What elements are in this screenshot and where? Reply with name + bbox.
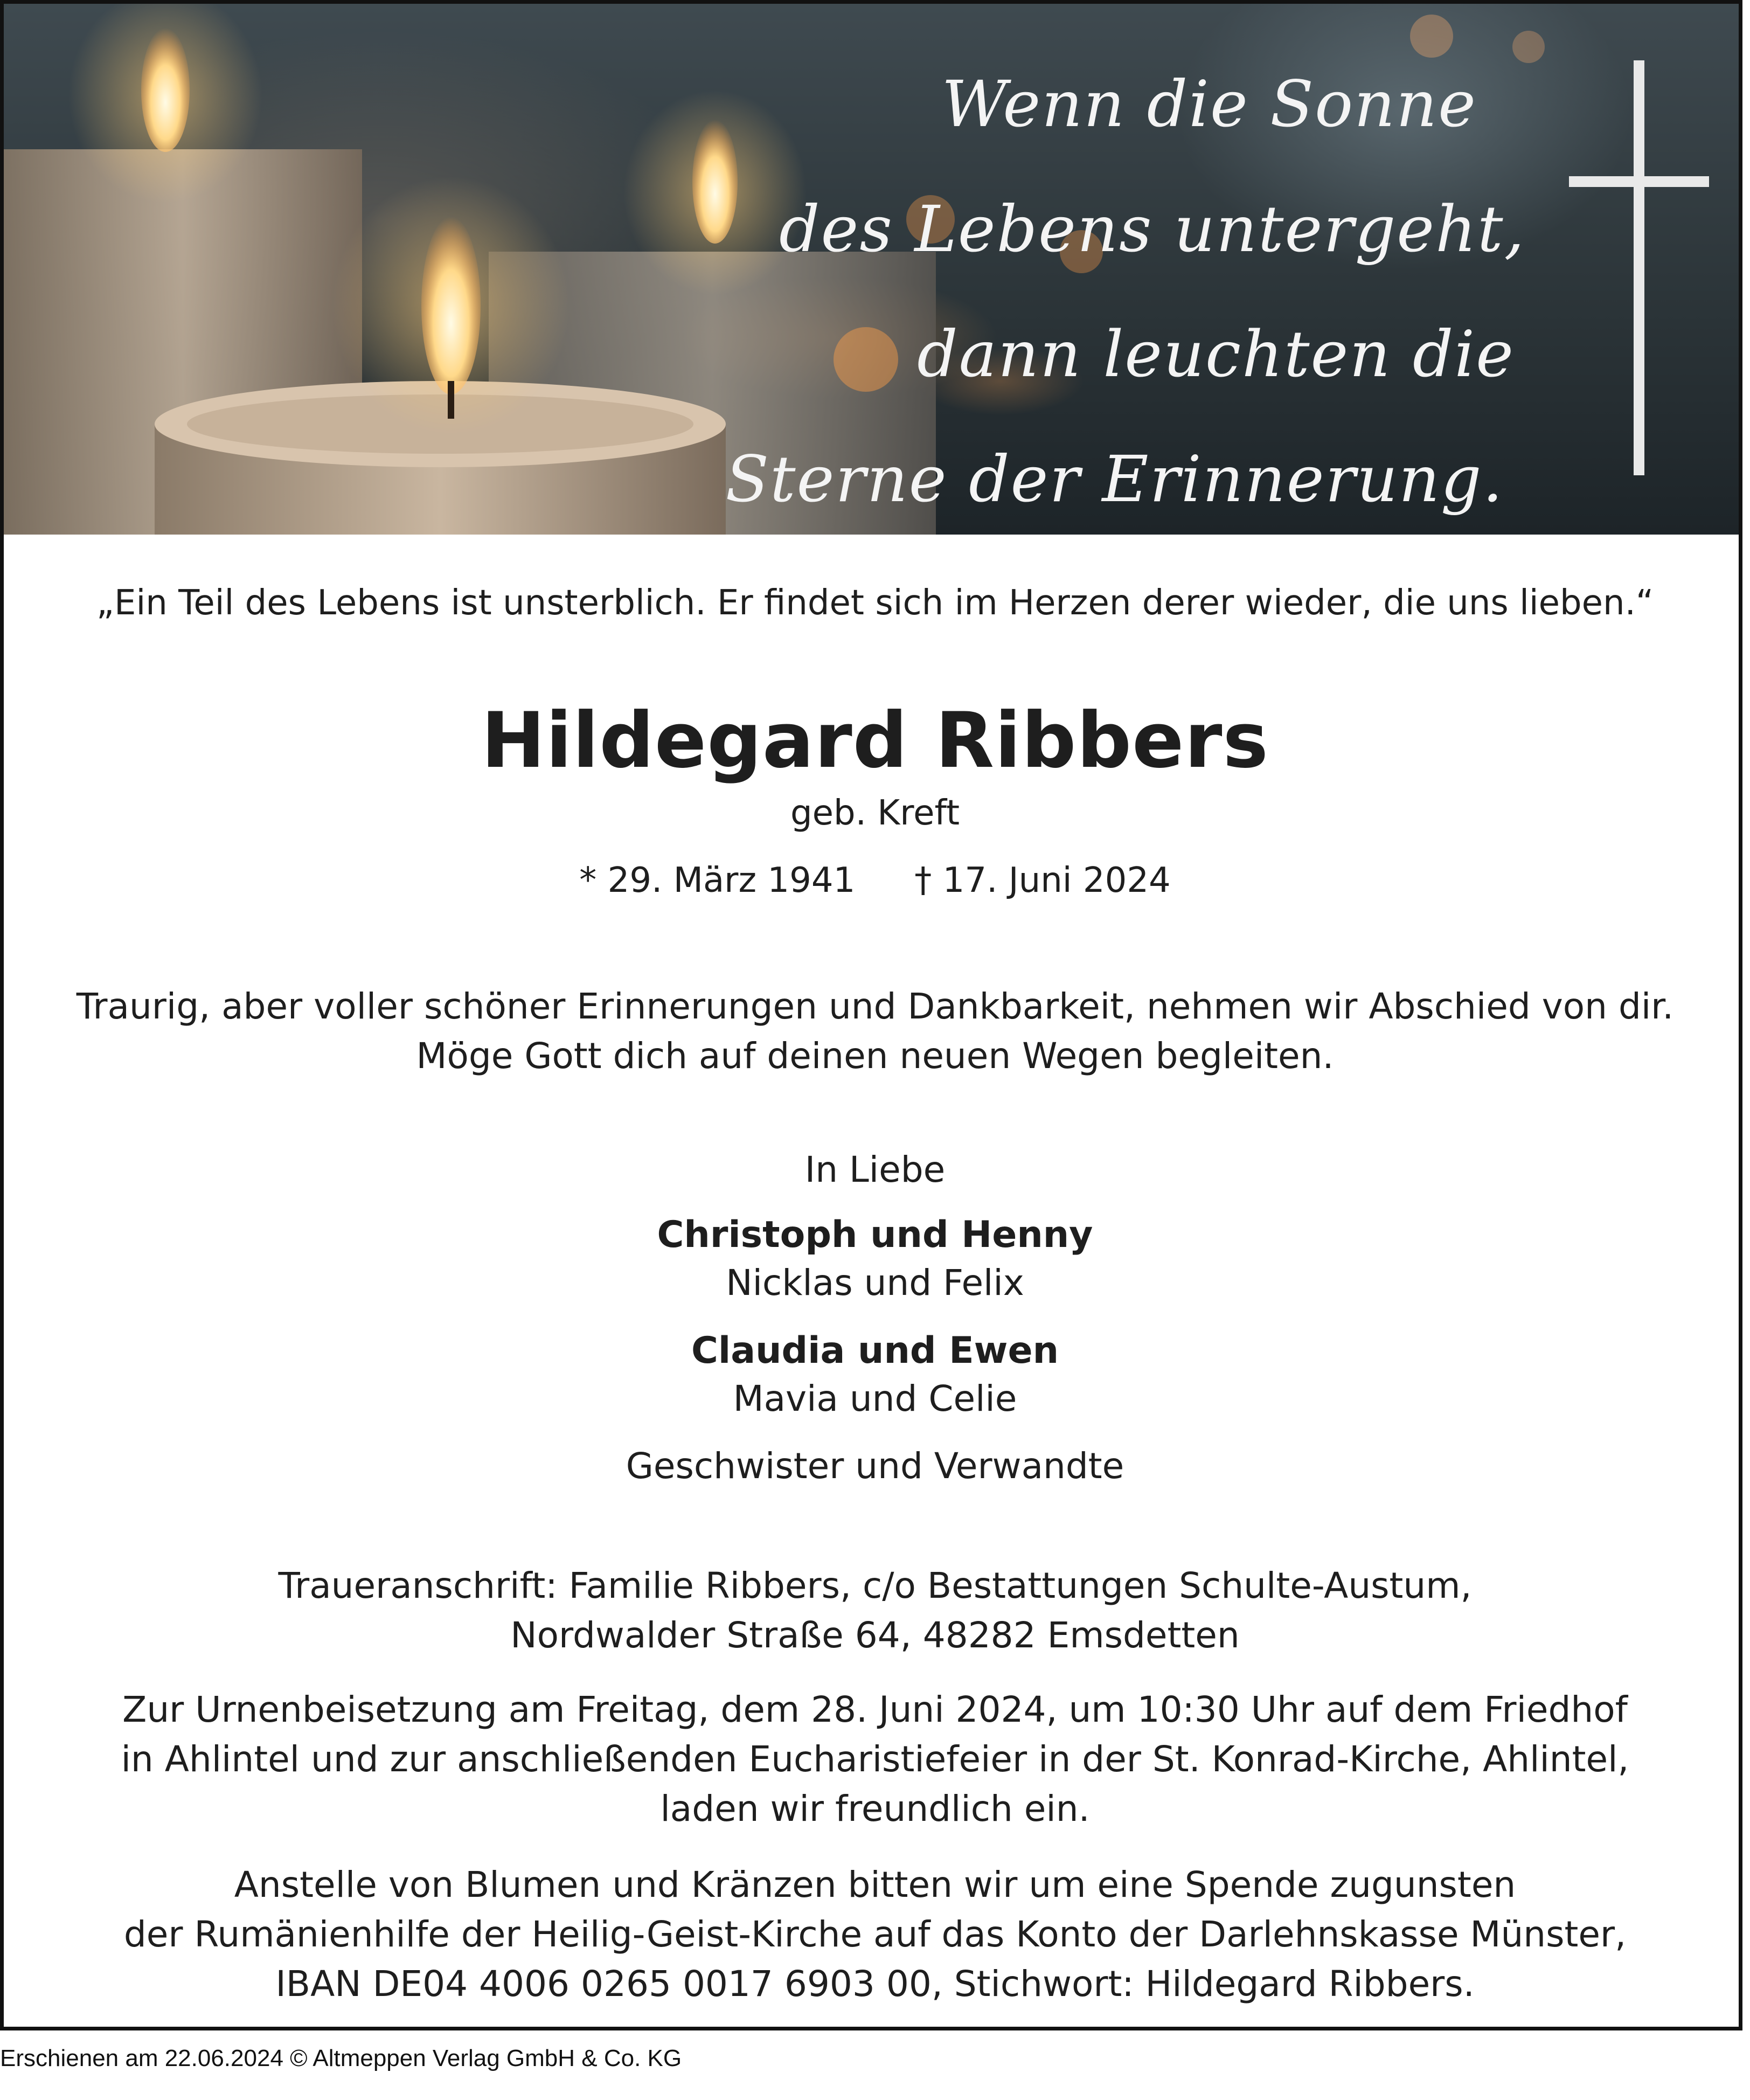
mourning-address — [4, 1561, 1742, 1660]
farewell-line: Möge Gott dich auf deinen neuen Wegen begleiten. — [416, 1035, 1334, 1077]
farewell-line: Traurig, aber voller schöner Erinnerungen und Dankbarkeit, nehmen wir Abschied von dir. — [76, 986, 1674, 1027]
address-line: Traueranschrift: Familie Ribbers, c/o Bestattungen Schulte-Austum, — [278, 1565, 1472, 1606]
donation-request — [4, 1860, 1742, 2009]
verse-line: dann leuchten die — [917, 317, 1515, 391]
publication-footer: Erschienen am 22.06.2024 © Altmeppen Verlag GmbH & Co. KG — [0, 2045, 682, 2071]
death-date: † 17. Juni 2024 — [914, 861, 1171, 900]
verse-line: Sterne der Erinnerung. — [725, 442, 1504, 516]
birth-date: * 29. März 1941 — [579, 861, 856, 900]
burial-invitation — [4, 1685, 1742, 1834]
family-intro: In Liebe — [804, 1149, 946, 1190]
family-group-parents: Claudia und Ewen — [691, 1329, 1059, 1372]
farewell-text — [4, 982, 1742, 1081]
cross-icon — [1634, 60, 1644, 475]
memorial-verse — [725, 41, 1525, 535]
address-line: Nordwalder Straße 64, 48282 Emsdetten — [510, 1614, 1240, 1656]
burial-line: laden wir freundlich ein. — [660, 1788, 1090, 1829]
family-group-children: Mavia und Celie — [733, 1378, 1017, 1419]
life-dates — [4, 861, 1742, 900]
donation-line: IBAN DE04 4006 0265 0017 6903 00, Stichwort: Hildegard Ribbers. — [275, 1963, 1475, 2005]
donation-line: Anstelle von Blumen und Kränzen bitten wir um eine Spende zugunsten — [234, 1864, 1516, 1905]
deceased-name: Hildegard Ribbers — [481, 696, 1269, 785]
family-others: Geschwister und Verwandte — [626, 1445, 1124, 1487]
quote: „Ein Teil des Lebens ist unsterblich. Er findet sich im Herzen derer wieder, die uns lieben.“ — [96, 583, 1654, 623]
candle-header-image — [4, 4, 1742, 535]
burial-line: Zur Urnenbeisetzung am Freitag, dem 28. Juni 2024, um 10:30 Uhr auf dem Friedhof — [122, 1689, 1628, 1730]
donation-line: der Rumänienhilfe der Heilig-Geist-Kirche auf das Konto der Darlehnskasse Münster, — [123, 1914, 1627, 1955]
family-group-parents: Christoph und Henny — [657, 1214, 1093, 1256]
verse-line: Wenn die Sonne — [941, 67, 1477, 141]
birth-name: geb. Kreft — [790, 793, 960, 833]
family-group-children: Nicklas und Felix — [726, 1262, 1024, 1304]
burial-line: in Ahlintel und zur anschließenden Eucharistiefeier in der St. Konrad-Kirche, Ahlintel, — [121, 1738, 1629, 1780]
verse-line: des Lebens untergeht, — [779, 192, 1525, 266]
